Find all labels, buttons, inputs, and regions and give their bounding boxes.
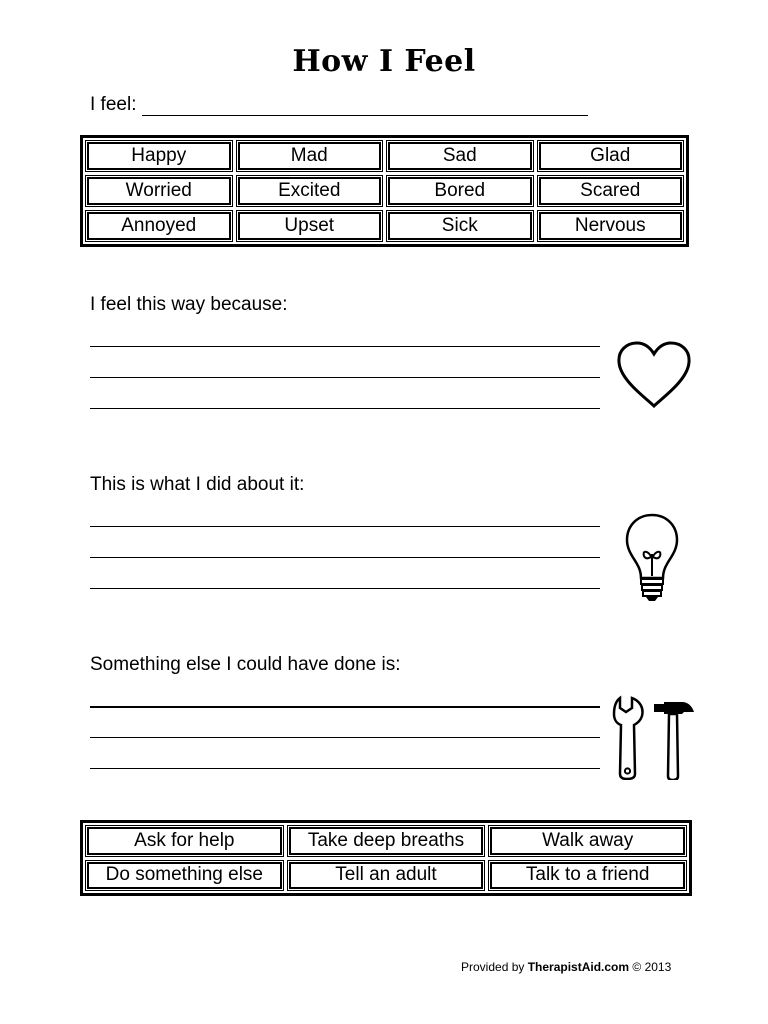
could-prompt: Something else I could have done is: bbox=[90, 654, 401, 675]
emotion-cell[interactable]: Upset bbox=[238, 212, 382, 240]
feel-field bbox=[90, 94, 588, 116]
footer-brand: TherapistAid.com bbox=[527, 960, 630, 974]
because-line-3[interactable] bbox=[90, 408, 600, 409]
strategy-cell[interactable]: Tell an adult bbox=[289, 862, 484, 890]
did-line-1[interactable] bbox=[90, 526, 600, 527]
strategies-table bbox=[80, 820, 692, 896]
heart-icon bbox=[616, 340, 692, 410]
emotion-cell[interactable]: Mad bbox=[238, 142, 382, 170]
because-line-2[interactable] bbox=[90, 377, 600, 378]
emotion-cell[interactable]: Annoyed bbox=[87, 212, 231, 240]
strategy-cell[interactable]: Take deep breaths bbox=[289, 827, 484, 855]
emotion-cell[interactable]: Worried bbox=[87, 177, 231, 205]
emotion-cell[interactable]: Sad bbox=[388, 142, 532, 170]
could-line-2[interactable] bbox=[90, 737, 600, 738]
emotion-cell[interactable]: Bored bbox=[388, 177, 532, 205]
page-title: How I Feel bbox=[292, 44, 476, 79]
did-prompt: This is what I did about it: bbox=[90, 474, 305, 495]
emotion-cell[interactable]: Excited bbox=[238, 177, 382, 205]
emotion-cell[interactable]: Scared bbox=[539, 177, 683, 205]
strategy-cell[interactable]: Walk away bbox=[490, 827, 685, 855]
emotion-cell[interactable]: Nervous bbox=[539, 212, 683, 240]
footer-credit bbox=[461, 960, 671, 974]
because-prompt: I feel this way because: bbox=[90, 294, 288, 315]
emotion-cell[interactable]: Sick bbox=[388, 212, 532, 240]
feel-blank-line[interactable] bbox=[142, 97, 588, 116]
could-line-1[interactable] bbox=[90, 706, 600, 708]
emotion-cell[interactable]: Happy bbox=[87, 142, 231, 170]
emotions-table bbox=[80, 135, 689, 247]
did-line-3[interactable] bbox=[90, 588, 600, 589]
footer-suffix: © 2013 bbox=[629, 960, 672, 974]
strategy-cell[interactable]: Ask for help bbox=[87, 827, 282, 855]
lightbulb-icon bbox=[624, 512, 680, 604]
footer-prefix: Provided by bbox=[461, 960, 528, 974]
feel-label: I feel: bbox=[90, 94, 137, 115]
strategy-cell[interactable]: Talk to a friend bbox=[490, 862, 685, 890]
could-line-3[interactable] bbox=[90, 768, 600, 769]
wrench-icon bbox=[612, 694, 646, 780]
because-line-1[interactable] bbox=[90, 346, 600, 347]
strategy-cell[interactable]: Do something else bbox=[87, 862, 282, 890]
did-line-2[interactable] bbox=[90, 557, 600, 558]
hammer-icon bbox=[652, 698, 696, 780]
emotion-cell[interactable]: Glad bbox=[539, 142, 683, 170]
